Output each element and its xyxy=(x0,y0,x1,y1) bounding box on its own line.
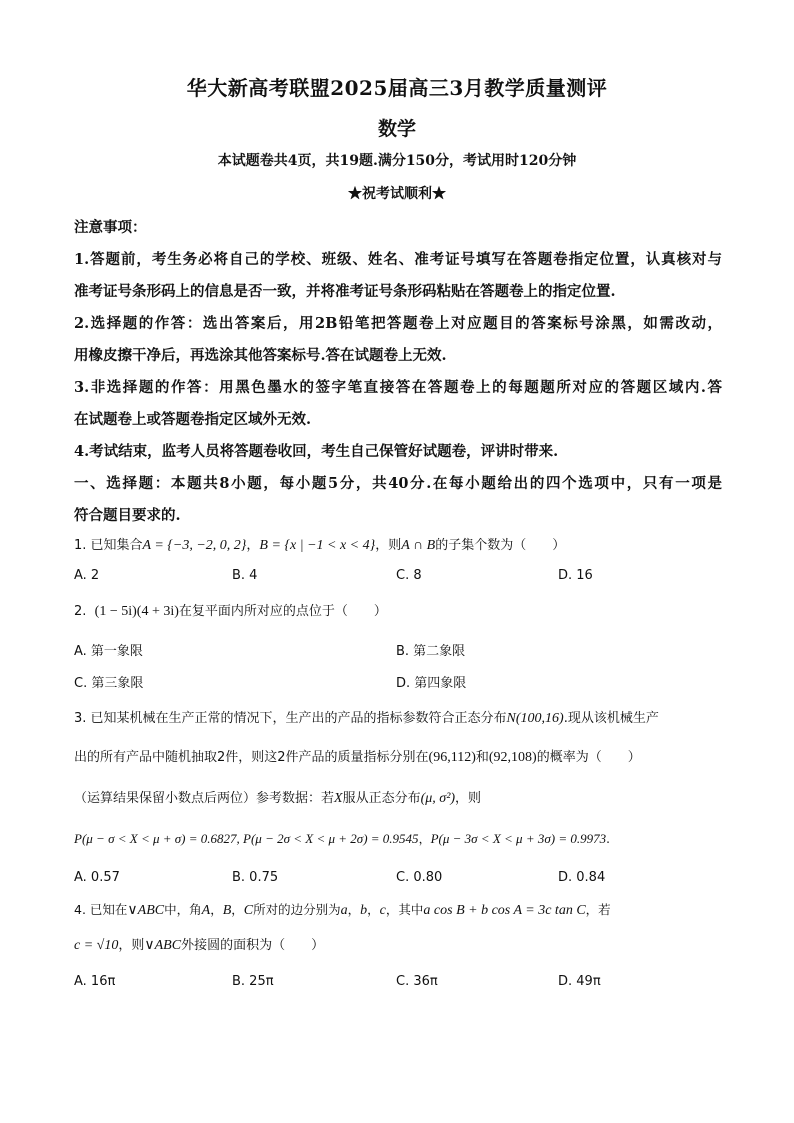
q3-normal-params: (μ, σ²) xyxy=(420,791,456,806)
q4-where: ，其中 xyxy=(385,902,424,917)
q3-interval-1: (96,112) xyxy=(428,750,476,765)
q3-probabilities-1-2: P(μ − σ < X < μ + σ) = 0.6827, P(μ − 2σ < X < μ + 2σ) = 0.9545 xyxy=(74,831,419,846)
q4-angle-c: C xyxy=(243,903,254,918)
q3-distribution: N(100,16) xyxy=(506,711,564,726)
q4-equation: a cos B + b cos A = 3c tan C xyxy=(423,903,586,918)
q4-option-d: D. 49π xyxy=(558,974,601,989)
q4-comma-3: ， xyxy=(347,902,361,917)
q3-line3-suffix: ，则 xyxy=(455,791,482,806)
q3-and: 和 xyxy=(475,750,489,765)
q4-side-b: b xyxy=(360,903,368,918)
q1-comma: ， xyxy=(246,538,260,553)
note-3-line-2: 在试题卷上或答题卷指定区域外无效. xyxy=(74,411,312,428)
question-3-line-4 xyxy=(74,829,724,849)
q4-angle-a: A xyxy=(201,903,211,918)
q4-option-a: A. 16π xyxy=(74,974,116,989)
q4-prefix: 4. 已知在 xyxy=(74,902,128,917)
q3-line3-mid: 服从正态分布 xyxy=(342,791,421,806)
q1-set-a: A = {−3, −2, 0, 2} xyxy=(142,538,247,553)
q3-variable-x: X xyxy=(334,791,343,806)
section-heading-line-2: 符合题目要求的. xyxy=(74,507,181,524)
note-2-line-1: 2.选择题的作答：选出答案后，用2B铅笔把答题卷上对应题目的答案标号涂黑，如需改动， xyxy=(74,315,722,332)
q1-set-b: B = {x | −1 < x < 4} xyxy=(259,538,376,553)
q4-suffix: 外接圆的面积为（ ） xyxy=(181,938,325,953)
q3-option-c: C. 0.80 xyxy=(396,870,443,885)
q4-c-value: c = √10 xyxy=(74,938,119,953)
q3-line1-suffix: .现从该机械生产 xyxy=(563,711,659,726)
note-2-line-2: 用橡皮擦干净后，再选涂其他答案标号.答在试题卷上无效. xyxy=(74,347,447,364)
q4-option-b: B. 25π xyxy=(232,974,274,989)
q3-end: . xyxy=(606,832,610,846)
q4-angle-label: 中，角 xyxy=(164,902,202,917)
q2-number: 2. xyxy=(74,604,95,619)
q2-option-c: C. 第三象限 xyxy=(74,676,144,691)
q3-option-a: A. 0.57 xyxy=(74,870,120,885)
good-luck-line: ★祝考试顺利★ xyxy=(348,186,446,202)
q1-option-c: C. 8 xyxy=(396,568,422,583)
q3-interval-2: (92,108) xyxy=(488,750,537,765)
question-1 xyxy=(74,536,724,556)
section-heading-line-1: 一、选择题：本题共8小题，每小题5分，共40分.在每小题给出的四个选项中，只有一项是 xyxy=(74,475,722,492)
q2-option-b: B. 第二象限 xyxy=(396,644,466,659)
q4-comma-1: ， xyxy=(210,902,223,917)
note-4: 4.考试结束，监考人员将答题卷收回，考生自己保管好试题卷，评讲时带来. xyxy=(74,443,559,460)
question-4-line-2 xyxy=(74,936,724,956)
q1-option-a: A. 2 xyxy=(74,568,100,583)
q3-line3-prefix: （运算结果保留小数点后两位）参考数据：若 xyxy=(74,791,335,806)
q1-intersection: A ∩ B xyxy=(401,538,436,553)
note-1-line-1: 1.答题前，考生务必将自己的学校、班级、姓名、准考证号填写在答题卷指定位置，认真核对与 xyxy=(74,251,722,268)
question-3-line-3 xyxy=(74,789,724,809)
q2-option-d: D. 第四象限 xyxy=(396,676,467,691)
q1-option-b: B. 4 xyxy=(232,568,258,583)
q4-if: ，若 xyxy=(585,902,611,917)
q2-option-a: A. 第一象限 xyxy=(74,644,143,659)
q1-suffix: 的子集个数为（ ） xyxy=(435,538,566,553)
question-3-line-2 xyxy=(74,748,724,768)
q1-prefix: 1. 已知集合 xyxy=(74,538,143,553)
q2-suffix: 在复平面内所对应的点位于（ ） xyxy=(178,604,387,619)
notes-block xyxy=(74,212,722,532)
q3-line1-prefix: 3. 已知某机械在生产正常的情况下，生产出的产品的指标参数符合正态分布 xyxy=(74,711,507,726)
q3-line2-prefix: 出的所有产品中随机抽取2件，则这2件产品的质量指标分别在 xyxy=(74,750,429,765)
exam-title: 华大新高考联盟2025届高三3月教学质量测评 xyxy=(186,76,608,100)
q3-option-b: B. 0.75 xyxy=(232,870,279,885)
q3-probability-3: P(μ − 3σ < X < μ + 3σ) = 0.9973 xyxy=(430,831,607,846)
question-2 xyxy=(74,602,724,622)
q4-triangle: ∨ABC xyxy=(127,903,165,918)
note-3-line-1: 3.非选择题的作答：用黑色墨水的签字笔直接答在答题卷上的每题题所对应的答题区域内.答 xyxy=(74,379,722,396)
q2-expression: (1 − 5i)(4 + 3i) xyxy=(94,604,179,619)
q3-separator: ， xyxy=(418,832,431,846)
q3-option-d: D. 0.84 xyxy=(558,870,606,885)
q3-line2-suffix: 的概率为（ ） xyxy=(536,750,641,765)
question-4-line-1 xyxy=(74,900,724,921)
q4-angle-b: B xyxy=(222,903,232,918)
q4-option-c: C. 36π xyxy=(396,974,438,989)
notes-heading: 注意事项： xyxy=(74,219,147,236)
subject-title: 数学 xyxy=(377,118,416,140)
note-1-line-2: 准考证号条形码上的信息是否一致，并将准考证号条形码粘贴在答题卷上的指定位置. xyxy=(74,283,616,300)
q4-sides-label: 所对的边分别为 xyxy=(253,902,341,917)
q4-side-a: a xyxy=(340,903,348,918)
q4-comma-2: ， xyxy=(231,902,244,917)
q4-side-c: c xyxy=(379,903,386,918)
q4-then: ，则 xyxy=(118,938,145,953)
exam-info: 本试题卷共4页，共19题.满分150分，考试用时120分钟 xyxy=(217,153,577,169)
question-3-line-1 xyxy=(74,709,724,729)
q1-option-d: D. 16 xyxy=(558,568,593,583)
q4-triangle-2: ∨ABC xyxy=(144,938,182,953)
q4-comma-4: ， xyxy=(367,902,380,917)
q1-mid: ，则 xyxy=(375,538,402,553)
